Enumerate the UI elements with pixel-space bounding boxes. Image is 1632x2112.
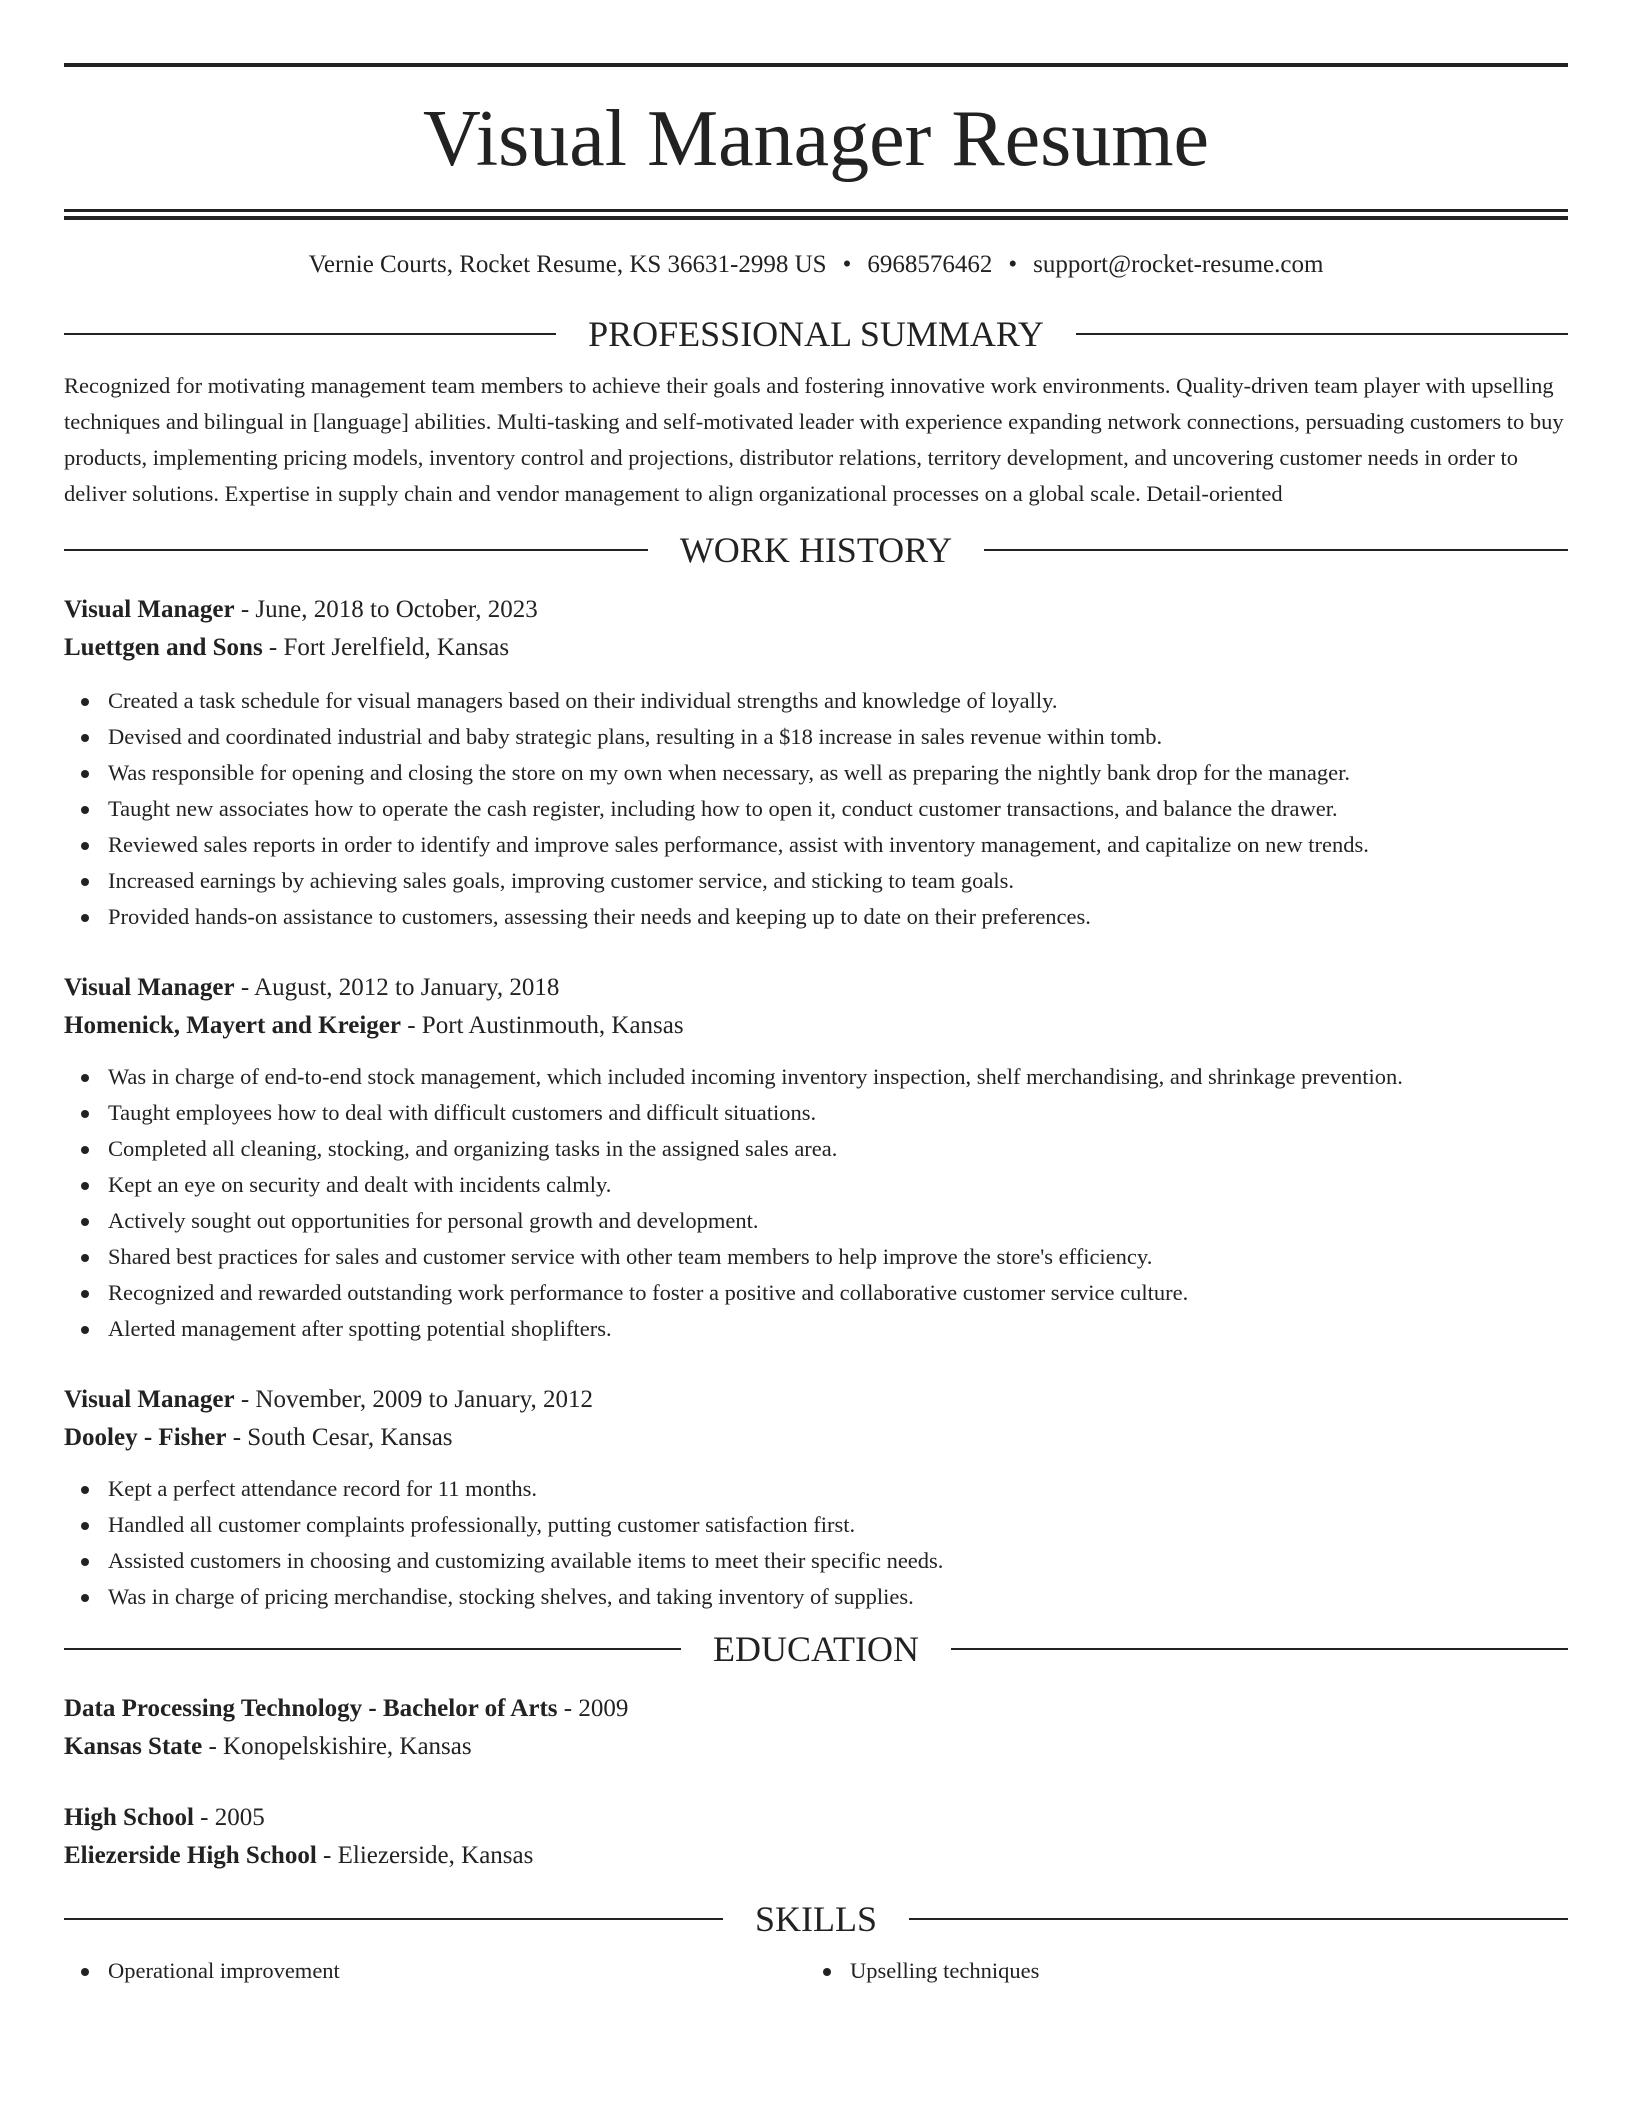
job-company: Dooley - Fisher <box>64 1424 227 1451</box>
list-item: Taught new associates how to operate the cash register, including how to open it, conduct customer transactions, and balance the drawer. <box>64 791 1568 827</box>
job-bullets <box>64 1471 1568 1615</box>
summary-heading-label: PROFESSIONAL SUMMARY <box>588 314 1044 354</box>
list-item: Taught employees how to deal with difficult customers and difficult situations. <box>64 1095 1568 1131</box>
job-title-line <box>64 969 1568 1007</box>
skills-heading-label: SKILLS <box>755 1899 878 1939</box>
work-history-heading-label: WORK HISTORY <box>679 530 953 570</box>
job-location: - South Cesar, Kansas <box>226 1424 453 1451</box>
education-location: - Eliezerside, Kansas <box>316 1842 534 1869</box>
list-item: Alerted management after spotting potential shoplifters. <box>64 1311 1568 1347</box>
list-item: Handled all customer complaints professionally, putting customer satisfaction first. <box>64 1507 1568 1543</box>
skills-heading <box>64 1897 1568 1941</box>
job-company-line <box>64 1419 1568 1457</box>
list-item: Was in charge of end-to-end stock management, which included incoming inventory inspection, shelf merchandising, and shrinkage prevention. <box>64 1059 1568 1095</box>
title-double-rule <box>64 209 1568 220</box>
job-company: Luettgen and Sons <box>64 634 263 661</box>
list-item: Was in charge of pricing merchandise, stocking shelves, and taking inventory of supplies. <box>64 1579 1568 1615</box>
contact-separator: • <box>842 251 852 278</box>
list-item: Kept a perfect attendance record for 11 months. <box>64 1471 1568 1507</box>
job-entry <box>64 591 1568 935</box>
education-heading-label: EDUCATION <box>713 1629 919 1669</box>
job-location: - Port Austinmouth, Kansas <box>400 1012 684 1039</box>
job-company-line <box>64 629 1568 667</box>
work-history-heading <box>64 528 1568 572</box>
skills-columns <box>64 1953 1568 1989</box>
summary-text: Recognized for motivating management team members to achieve their goals and fostering innovative work environments. Quality-driven team player with upselling techniques and bilingual in [language] abilities. Multi-tasking and self-motivated leader with experience expanding network connections, persuading customers to buy products, implementing pricing models, inventory control and projections, distributor relations, territory development, and uncovering customer needs in order to deliver solutions. Expertise in supply chain and vendor management to align organizational processes on a global scale. Detail-oriented <box>64 373 1564 506</box>
education-school-line <box>64 1837 1568 1875</box>
education-school: Eliezerside High School <box>64 1842 317 1869</box>
job-dates: - August, 2012 to January, 2018 <box>234 974 560 1001</box>
job-company: Homenick, Mayert and Kreiger <box>64 1012 401 1039</box>
job-bullets <box>64 1059 1568 1347</box>
top-rule <box>64 63 1568 67</box>
contact-separator: • <box>1008 251 1018 278</box>
job-title: Visual Manager <box>64 974 235 1001</box>
summary-heading <box>64 312 1568 356</box>
heading-rule-right <box>951 1648 1568 1650</box>
job-title: Visual Manager <box>64 596 235 623</box>
heading-rule-left <box>64 549 648 551</box>
heading-rule-right <box>909 1918 1568 1920</box>
list-item: Completed all cleaning, stocking, and organizing tasks in the assigned sales area. <box>64 1131 1568 1167</box>
list-item: Created a task schedule for visual managers based on their individual strengths and knowledge of loyally. <box>64 683 1568 719</box>
education-year: - 2005 <box>193 1804 265 1831</box>
education-degree: High School <box>64 1804 194 1831</box>
education-heading <box>64 1627 1568 1671</box>
list-item: Recognized and rewarded outstanding work performance to foster a positive and collaborative customer service culture. <box>64 1275 1568 1311</box>
list-item: Assisted customers in choosing and customizing available items to meet their specific needs. <box>64 1543 1568 1579</box>
education-school-line <box>64 1728 1568 1766</box>
list-item: Reviewed sales reports in order to identify and improve sales performance, assist with inventory management, and capitalize on new trends. <box>64 827 1568 863</box>
list-item: Was responsible for opening and closing the store on my own when necessary, as well as preparing the nightly bank drop for the manager. <box>64 755 1568 791</box>
list-item: Provided hands-on assistance to customers, assessing their needs and keeping up to date on their preferences. <box>64 899 1568 935</box>
job-company-line <box>64 1007 1568 1045</box>
job-entry <box>64 969 1568 1347</box>
skills-list-right <box>806 1953 1548 1989</box>
list-item: Shared best practices for sales and customer service with other team members to help improve the store's efficiency. <box>64 1239 1568 1275</box>
heading-rule-left <box>64 1648 681 1650</box>
education-year: - 2009 <box>557 1695 629 1722</box>
skill-item: Upselling techniques <box>806 1953 1548 1989</box>
resume-page <box>64 0 1568 1989</box>
education-degree-line <box>64 1799 1568 1837</box>
heading-rule-right <box>1076 333 1568 335</box>
job-entry <box>64 1381 1568 1615</box>
list-item: Increased earnings by achieving sales goals, improving customer service, and sticking to team goals. <box>64 863 1568 899</box>
contact-line <box>64 250 1568 280</box>
education-location: - Konopelskishire, Kansas <box>202 1733 472 1760</box>
skills-list-left <box>64 1953 806 1989</box>
job-bullets <box>64 683 1568 935</box>
education-entry <box>64 1690 1568 1766</box>
job-title-line <box>64 1381 1568 1419</box>
heading-rule-right <box>984 549 1568 551</box>
heading-rule-left <box>64 333 556 335</box>
education-school: Kansas State <box>64 1733 203 1760</box>
job-dates: - November, 2009 to January, 2012 <box>234 1386 594 1413</box>
list-item: Kept an eye on security and dealt with incidents calmly. <box>64 1167 1568 1203</box>
heading-rule-left <box>64 1918 723 1920</box>
list-item: Actively sought out opportunities for personal growth and development. <box>64 1203 1568 1239</box>
list-item: Devised and coordinated industrial and baby strategic plans, resulting in a $18 increase in sales revenue within tomb. <box>64 719 1568 755</box>
job-dates: - June, 2018 to October, 2023 <box>234 596 538 623</box>
resume-title: Visual Manager Resume <box>422 95 1210 183</box>
job-location: - Fort Jerelfield, Kansas <box>262 634 510 661</box>
contact-email: support@rocket-resume.com <box>1033 251 1324 278</box>
education-degree-line <box>64 1690 1568 1728</box>
education-entry <box>64 1799 1568 1875</box>
job-title-line <box>64 591 1568 629</box>
skill-item: Operational improvement <box>64 1953 806 1989</box>
education-degree: Data Processing Technology - Bachelor of Arts <box>64 1695 558 1722</box>
contact-phone: 6968576462 <box>867 251 993 278</box>
contact-address: Vernie Courts, Rocket Resume, KS 36631-2998 US <box>308 251 827 278</box>
job-title: Visual Manager <box>64 1386 235 1413</box>
